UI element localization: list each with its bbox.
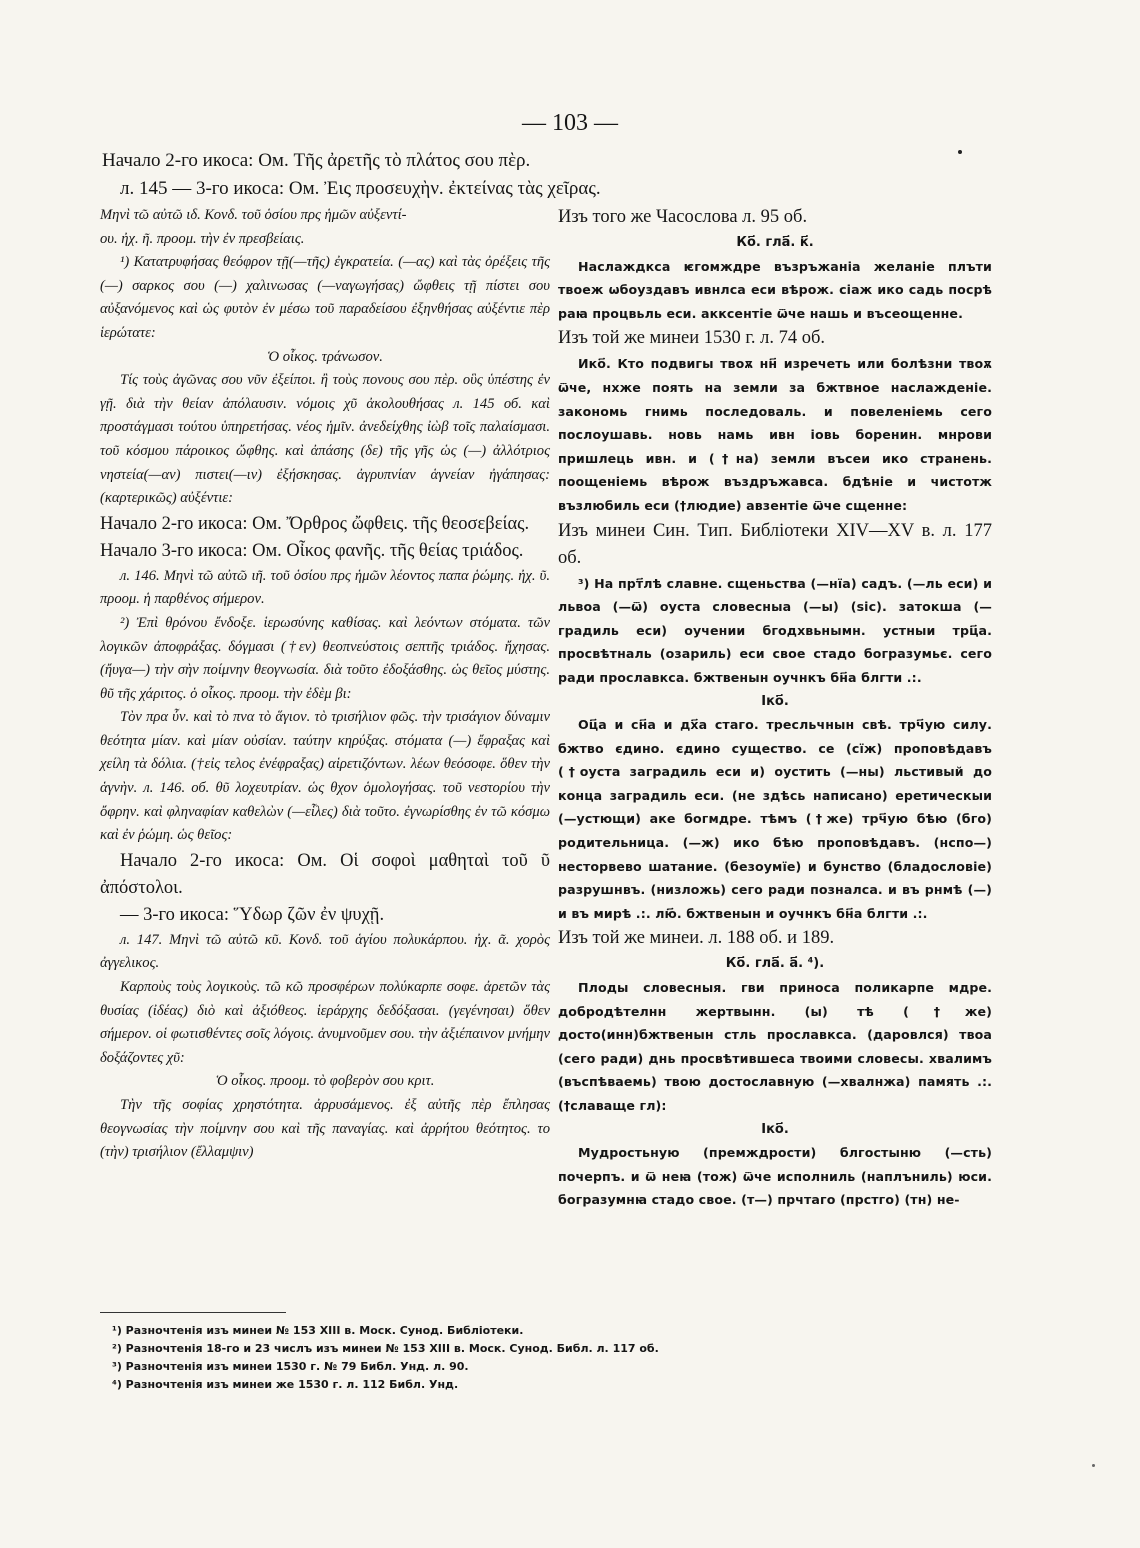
footnote: ⁴) Разночтенія изъ минеи же 1530 г. л. 112 Библ. Унд. [112,1378,459,1391]
header-line-2: л. 145 — 3-го икоса: Ом. Ἐις προσευχὴν. ἐκτείνας τὰς χεῖρας. [120,178,601,199]
paragraph: Τὸν πρα ὖν. καὶ τὸ πνα τὸ ἅγιον. τὸ τρισήλιον φῶς. τὴν τρισάγιον δύναμιν θεότητα μίαν. καὶ μίαν οὐσίαν. ταύτην κηρύξας. στόματα (—) ἔφραξας καὶ χείλη τὰ δόλια. (†εἰς τελος ἐνέφραξας) αἱρετιζόντων. λέων θεόσοφε. ὅθεν τὴν ἁγνὴν. л. 146. об. θῦ λοχευτρίαν. ὡς θχον ὁμολογήσας. τοῦ νεστορίου τὴν ὄφρην. καὶ φληναφίαν καθελὼν (—εἷλες) διὰ τοῦτο. ἐγνωρίσθης ἐν τῶ κόσμω καὶ ἐν ῥώμη. ὡς θεῖος: [100,709,550,844]
paragraph: Τίς τοὺς ἀγῶνας σου νῦν ἐξείποι. ἢ τοὺς πονους σου πὲρ. οὓς ὑπέστης ἐν γῇ. διὰ τὴν θείαν ἀπόλαυσιν. νόμοις χῦ ἀκολουθήσας л. 145 об. καὶ προστάγμασι τούτου ὑπηρετήσας. νέος ἡμῖν. ἀνεδείχθης ἰὼβ τοῖς παλαίσμασι. τοῦ κόσμου πάροικος ὤφθης. καὶ ἀπάσης (δε) τῆς γῆς ὡς (—) ἀλλότριος νηστεία(—αν) πιστει(—ιν) ἐξήσκησας. ἀγρυπνίαν ἁγνείαν ἠγάπησας: (καρτερικῶς) αὐξέντιε: [100,372,550,507]
paragraph: Ὁ οἶκος. προομ. τὸ φοβερὸν σου κριτ. [215,1073,435,1090]
paragraph: ου. ἠχ. ῆ. προομ. τὴν ἐν πρεσβείαις. [100,230,305,247]
paragraph: ²) Ἐπὶ θρόνου ἔνδοξε. ἱερωσύνης καθίσας. καὶ λεόντων στόματα. τῶν λογικῶν ἀποφράξας. δόγμασι (†εν) θεοπνεύστοις σεπτῆς τριάδος. ἤχησας. (ἤυγα—) τὴν σὴν ποίμνην θεογνωσία. διὰ τοῦτο ἐδοξάσθης. ὡς θεῖος μύστης. θῦ τῆς χάριτος. ὁ οἶκος. προομ. τὴν ἐδὲμ βι: [100,614,550,702]
paragraph: Начало 3-го икоса: Ом. Οἶκος φανῆς. τῆς θείας τριάδος. [100,540,524,561]
paragraph: — 3-го икоса: Ὕδωρ ζῶν ἐν ψυχῇ. [120,904,385,925]
paragraph: л. 146. Μηνὶ τῶ αὐτῶ ιῆ. τοῦ ὁσίου πρς ἡμῶν λέοντος παπα ῥώμης. ἠχ. ῦ. προομ. ἡ παρθένος σήμερον. [100,567,550,608]
paragraph: Ко҃. гла҃. а҃. ⁴). [725,956,825,972]
footnote: ²) Разночтенія 18-го и 23 числъ изъ минеи № 153 XIII в. Моск. Сунод. Библ. л. 117 об. [112,1342,659,1355]
paragraph: Τὴν τῆς σοφίας χρηστότητα. ἀρρυσάμενος. ἐξ αὐτῆς πὲρ ἔπλησας θεογνωσίας τὴν ποίμνην σου καὶ τῆς παναγίας. καὶ ἀρρήτου θεότητος. το (τὴν) τρισήλιον (ἔλλαμψιν) [100,1097,550,1161]
paragraph: Μηνὶ τῶ αὐτῶ ιδ. Κονδ. τοῦ ὁσίου πρς ἡμῶν αὐξεντί- [100,207,407,223]
paragraph: Начало 2-го икоса: Ом. Οἱ σοφοὶ μαθηταὶ τοῦ ῦ ἀπόστολοι. [100,850,550,898]
left-column [100,204,550,1165]
paragraph: Καρποὺς τοὺς λογικοὺς. τῶ κῶ προσφέρων πολύκαρπε σοφε. ἀρετῶν τὰς θυσίας (ἰδέας) διὸ καὶ ἀξιόθεος. ἱεράρχης δεδόξασαι. (γεγένησαι) ὅθεν σήμερον. οἱ φωτισθέντες σοῖς λόγοις. ἀνυμνοῦμεν σου. τὴν ἀξιέπαινον μνήμην δοξάζοντες χῦ: [100,979,550,1066]
ink-speck [1092,1464,1095,1467]
header-line-1: Начало 2-го икоса: Ом. Τῆς ἀρετῆς τὸ πλάτος σου πὲρ. [102,150,531,171]
paragraph: Наслаждкса ѥгомждре възръжаніа желаніе плъти твоеж ѡбоуздавъ ивнлса еси вѣрож. сіаж ико садь посрѣ раꙗ процвьль еси. акксентіе ѿче нашь и въсеощенне. [558,258,992,321]
paragraph: Плоды словесныя. гви приноса поликарпе мдре. добродѣтелнн жертвынн. (ы) тѣ (†же) досто(инн)бжтвенын стль прославкса. (даровлся) твоа (сего ради) днь просвѣтившеса твоими словесы. хвалимъ (въспѣваемь) твою достославную (—хвалнжа) память .:. (†славаще гл): [558,980,992,1113]
paragraph: Изъ того же Часослова л. 95 об. [558,207,808,227]
footnote-rule [100,1312,286,1313]
paragraph: Изъ минеи Син. Тип. Библіотеки XIV—XV в. л. 177 об. [558,520,992,568]
right-column [558,204,992,1212]
footnote: ¹) Разночтенія изъ минеи № 153 XIII в. Моск. Сунод. Библіотеки. [112,1324,524,1337]
paragraph: Ὁ οἶκος. τράνωσον. [267,348,383,365]
paragraph: Іко҃. [761,1121,789,1137]
page-number: — 103 — [522,110,618,136]
footnote: ³) Разночтенія изъ минеи 1530 г. № 79 Библ. Унд. л. 90. [112,1360,469,1373]
paragraph: л. 147. Μηνὶ τῶ αὐτῶ κῦ. Κονδ. τοῦ ἁγίου πολυκάρπου. ἠχ. ᾶ. χορὸς ἀγγελικος. [100,931,550,972]
paragraph: Начало 2-го икоса: Ом. Ὄρθρος ὤφθεις. τῆς θεοσεβείας. [100,513,530,534]
paragraph: Изъ той же минеи 1530 г. л. 74 об. [558,328,826,349]
paragraph: Іко҃. [761,693,789,709]
paragraph: Ико҃. Кто подвигы твоѫ нн҃ изречеть или болѣзни твоѫ ѿче, нхже поять на земли за бжтвное наслажденіе. закономь гнимь последоваль. и повеленіемь сего послоушавь. новь намь ивн іовь боренин. мнрови пришлець ивн. и (†на) земли въсеи ико странень. поощеніемь вѣрож въздръжавса. бдѣніе и чистотж възлюбиль еси (†людие) авзентіе ѿче сщенне: [558,356,992,513]
paragraph: ¹) Κατατρυφήσας θεόφρον τῇ(—τῆς) ἐγκρατεία. (—ας) καὶ τὰς ὀρέξεις τῆς (—) σαρκος σου (—) χαλινωσας (—ναγωγήσας) ὤφθεις τῇ πίστει σου αὐξανόμενος καὶ ὡς φυτὸν ἐν μέσω τοῦ παραδείσου ἐξηνθήσας αὐξέντιε πὲρ ἱερώτατε: [100,254,550,341]
paragraph: ³) На прт҃лѣ славне. сщеньства (—нїа) садъ. (—ль еси) и львоа (—ѿ) оуста словесныа (—ы) (sic). затокша (—градиль еси) оучении бгодхвьнымн. устныи трц҃а. просвѣтналь (озариль) еси свое стадо богразумьє. сего ради прославкса. бжтвенын оучнкъ бн҃а блгти .:. [558,575,992,685]
paragraph: Мудростьную (премждрости) блгостыню (—сть) почерпъ. и ѿ неꙗ (тож) ѿче исполниль (наплъниль) юси. богразумнꙗ стадо свое. (т—) прчтаго (прстго) (тн) не- [558,1145,992,1208]
paragraph: Изъ той же минеи. л. 188 об. и 189. [558,928,835,949]
footnotes [112,1322,972,1394]
paragraph: Ко҃. гла҃. к҃. [736,235,814,250]
paragraph: Оц҃а и сн҃а и дх҃а стаго. тресльчнын свѣ. трч҃ую силу. бжтво єдино. єдино существо. се (сїж) проповѣдавъ (†оуста заградиль еси и) оустить (—ны) льстивый до конца заградиль еси. (не здѣсь написано) еретическыи (—устющи) аке богмдре. тѣмъ (†же) трч҃ую бѣю (бго) родительница. (—ж) ико бѣю проповѣдавъ. (нспо—) несторвево шатание. (безоумїе) и бунство (бладословіе) разрушнвъ. (низложь) сего ради позналса. и въ рнмѣ (—) и въ мирѣ .:. лю҃. бжтвенын и оучнкъ бн҃а блгти .:. [558,717,992,921]
